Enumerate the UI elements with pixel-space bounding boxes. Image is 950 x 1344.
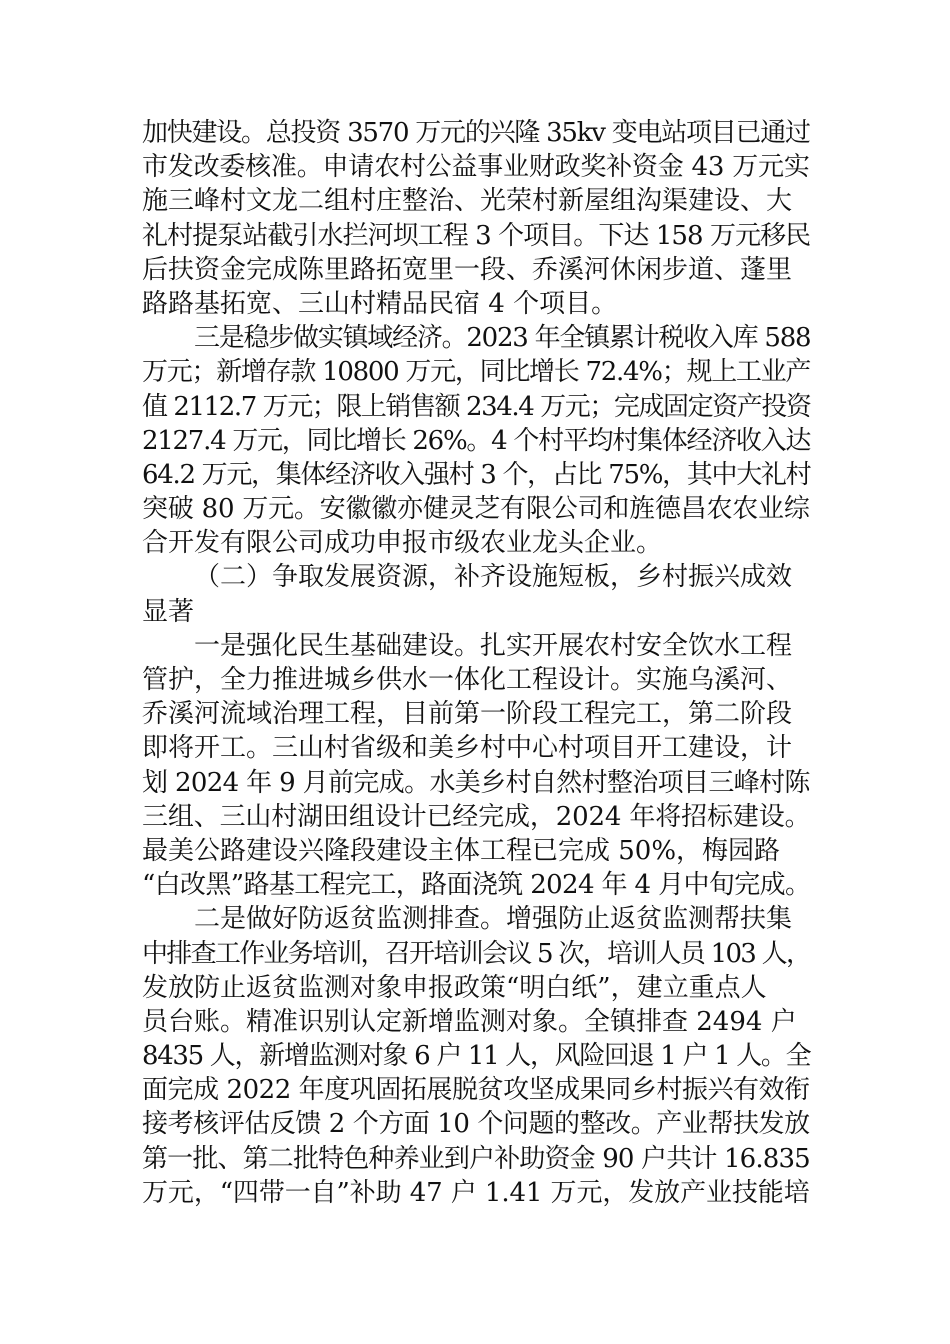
text-line: 施三峰村文龙二组村庄整治、光荣村新屋组沟渠建设、大 xyxy=(142,186,793,217)
text-line: 值 2112.7 万元；限上销售额 234.4 万元；完成固定资产投资 xyxy=(142,391,811,422)
text-line: 一是强化民生基础建设。扎实开展农村安全饮水工程 xyxy=(194,630,793,661)
text-line: （二）争取发展资源，补齐设施短板，乡村振兴成效 xyxy=(194,562,793,593)
text-line: 路路基拓宽、三山村精品民宿 4 个项目。 xyxy=(142,288,618,319)
text-line: 管护，全力推进城乡供水一体化工程设计。实施乌溪河、 xyxy=(142,665,793,695)
document-body xyxy=(142,116,810,1210)
text-line: 员台账。精准识别认定新增监测对象。全镇排查 2494 户 xyxy=(142,1006,797,1037)
text-line: 划 2024 年 9 月前完成。水美乡村自然村整治项目三峰村陈 xyxy=(142,767,810,798)
text-line: 64.2 万元，集体经济收入强村 3 个，占比 75%，其中大礼村 xyxy=(142,459,811,490)
text-line: 合开发有限公司成功申报市级农业龙头企业。 xyxy=(142,528,663,559)
text-line: 发放防止返贫监测对象申报政策“明白纸”，建立重点人 xyxy=(142,972,767,1003)
text-line: 后扶资金完成陈里路拓宽里一段、乔溪河休闲步道、蓬里 xyxy=(142,254,793,285)
text-line: 加快建设。总投资 3570 万元的兴隆 35kv 变电站项目已通过 xyxy=(142,118,810,148)
text-line: 乔溪河流域治理工程，目前第一阶段工程完工，第二阶段 xyxy=(142,699,793,730)
text-line: “白改黑”路基工程完工，路面浇筑 2024 年 4 月中旬完成。 xyxy=(142,870,811,901)
text-line: 面完成 2022 年度巩固拓展脱贫攻坚成果同乡村振兴有效衔 xyxy=(142,1075,810,1106)
text-line: 2127.4 万元，同比增长 26%。4 个村平均村集体经济收入达 xyxy=(142,425,811,456)
text-line: 万元，“四带一自”补助 47 户 1.41 万元，发放产业技能培 xyxy=(142,1177,810,1208)
text-line: 显著 xyxy=(142,596,195,627)
text-line: 即将开工。三山村省级和美乡村中心村项目开工建设，计 xyxy=(142,733,793,764)
text-line: 中排查工作业务培训，召开培训会议 5 次，培训人员 103 人， xyxy=(142,938,811,969)
text-line: 市发改委核准。申请农村公益事业财政奖补资金 43 万元实 xyxy=(142,152,810,183)
text-line: 接考核评估反馈 2 个方面 10 个问题的整改。产业帮扶发放 xyxy=(142,1109,810,1140)
text-line: 第一批、第二批特色种养业到户补助资金 90 户共计 16.835 xyxy=(142,1143,810,1174)
text-line: 二是做好防返贫监测排查。增强防止返贫监测帮扶集 xyxy=(194,904,793,935)
text-line: 三是稳步做实镇域经济。2023 年全镇累计税收入库 588 xyxy=(194,323,811,354)
text-line: 最美公路建设兴隆段建设主体工程已完成 50%，梅园路 xyxy=(142,835,781,866)
text-line: 万元；新增存款 10800 万元，同比增长 72.4%；规上工业产 xyxy=(142,357,811,388)
text-line: 礼村提泵站截引水拦河坝工程 3 个项目。下达 158 万元移民 xyxy=(142,220,811,251)
text-line: 8435 人，新增监测对象 6 户 11 人，风险回退 1 户 1 人。全 xyxy=(142,1041,811,1072)
text-line: 三组、三山村湖田组设计已经完成，2024 年将招标建设。 xyxy=(142,801,811,832)
text-line: 突破 80 万元。安徽徽亦健灵芝有限公司和旌德昌农农业综 xyxy=(142,494,810,525)
